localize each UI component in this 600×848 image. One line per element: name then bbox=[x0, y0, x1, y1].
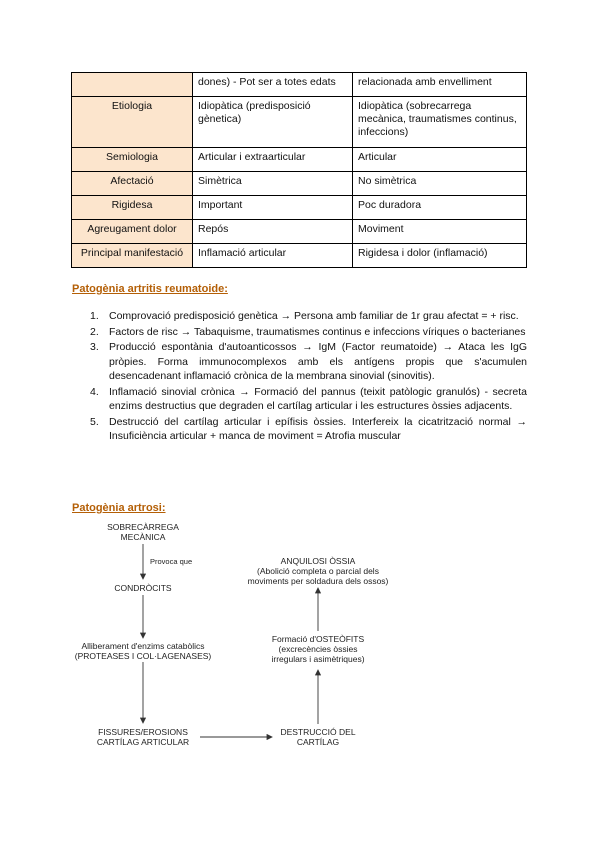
row-label: Agreugament dolor bbox=[72, 220, 193, 244]
node-destruccio bbox=[268, 727, 368, 747]
table-row bbox=[72, 97, 527, 148]
list-number: 4. bbox=[90, 385, 99, 398]
node-line: MECÀNICA bbox=[120, 532, 166, 542]
row-label: Semiologia bbox=[72, 148, 193, 172]
cell-artritis: Articular i extraarticular bbox=[193, 148, 353, 172]
node-line: (PROTEASES I COL·LAGENASES) bbox=[74, 651, 212, 661]
list-item bbox=[72, 340, 527, 384]
cell-artrosi: Articular bbox=[353, 148, 527, 172]
row-label: Principal manifestació bbox=[72, 244, 193, 268]
node-line: (Abolició completa o parcial dels bbox=[257, 566, 379, 576]
node-fissures bbox=[83, 727, 203, 747]
list-text: Destrucció del cartílag articular i epífisis òssies. Interfereix la cicatrització normal → Insuficiència articular + manca de moviment = Atrofia muscular bbox=[109, 415, 527, 442]
node-line: FISSURES/EROSIONS bbox=[98, 727, 188, 737]
table-row bbox=[72, 172, 527, 196]
cell-artrosi: Poc duradora bbox=[353, 196, 527, 220]
node-osteofits bbox=[253, 634, 383, 664]
list-item bbox=[72, 385, 527, 414]
node-line: ANQUILOSI ÒSSIA bbox=[280, 556, 356, 566]
list-number: 1. bbox=[90, 310, 99, 322]
table-row bbox=[72, 196, 527, 220]
cell-artrosi: Idiopàtica (sobrecarrega mecànica, traumatismes continus, infeccions) bbox=[353, 97, 527, 148]
node-anquilosi bbox=[238, 556, 398, 586]
row-label bbox=[72, 73, 193, 97]
comparison-table bbox=[71, 72, 527, 268]
label-provoca: Provoca que bbox=[150, 557, 193, 566]
section-heading-artritis: Patogènia artritis reumatoide: bbox=[72, 283, 228, 295]
list-item bbox=[72, 309, 527, 324]
cell-artritis: Simètrica bbox=[193, 172, 353, 196]
cell-artrosi: No simètrica bbox=[353, 172, 527, 196]
node-line: (excrecències òssies bbox=[278, 644, 358, 654]
cell-artritis: Inflamació articular bbox=[193, 244, 353, 268]
cell-artrosi: relacionada amb envelliment bbox=[353, 73, 527, 97]
section-heading-artrosi: Patogènia artrosi: bbox=[72, 502, 166, 514]
list-text: Factors de risc → Tabaquisme, traumatismes continus e infeccions víriques o bacterianes bbox=[109, 325, 526, 338]
list-item bbox=[72, 415, 527, 444]
node-line: Alliberament d'enzims catabòlics bbox=[81, 641, 205, 651]
list-number: 2. bbox=[90, 325, 99, 338]
row-label: Etiologia bbox=[72, 97, 193, 148]
cell-artrosi: Moviment bbox=[353, 220, 527, 244]
cell-artritis: Repós bbox=[193, 220, 353, 244]
list-text: Comprovació predisposició genètica → Persona amb familiar de 1r grau afectat = + risc. bbox=[109, 310, 519, 322]
cell-artrosi: Rigidesa i dolor (inflamació) bbox=[353, 244, 527, 268]
list-text: Producció espontània d'autoanticossos → IgM (Factor reumatoide) → Ataca les IgG pròpies. Forma immunocomplexos amb els antígens propis que s'acumulen desencadenant inflamació crònica de la membrana sinovial (sinovitis). bbox=[109, 341, 527, 382]
row-label: Rigidesa bbox=[72, 196, 193, 220]
table-row bbox=[72, 220, 527, 244]
list-text: Inflamació sinovial crònica → Formació del pannus (teixit patòlogic granulós) - secreta enzims destructius que degraden el cartílag articular i les estructures òssies adjacents. bbox=[109, 385, 527, 412]
table-row bbox=[72, 244, 527, 268]
node-line: CARTÍLAG bbox=[296, 737, 340, 747]
diagram-arrows bbox=[0, 510, 600, 750]
node-alliberament bbox=[73, 641, 213, 661]
list-number: 5. bbox=[90, 415, 99, 428]
list-item bbox=[72, 325, 527, 340]
node-condrocits: CONDRÒCITS bbox=[114, 583, 172, 593]
cell-artritis: Important bbox=[193, 196, 353, 220]
pathogenesis-list bbox=[72, 309, 527, 445]
node-line: irregulars i asimètriques) bbox=[271, 654, 365, 664]
table-row bbox=[72, 148, 527, 172]
cell-artritis: Idiopàtica (predisposició gènetica) bbox=[193, 97, 353, 148]
node-line: moviments per soldadura dels ossos) bbox=[247, 576, 389, 586]
node-sobrecarrega bbox=[93, 522, 193, 542]
row-label: Afectació bbox=[72, 172, 193, 196]
node-line: Formació d'OSTEÒFITS bbox=[271, 634, 365, 644]
node-line: CARTÍLAG ARTICULAR bbox=[96, 737, 190, 747]
list-number: 3. bbox=[90, 341, 99, 353]
node-line: DESTRUCCIÓ DEL bbox=[280, 727, 356, 737]
node-line: SOBRECÀRREGA bbox=[107, 522, 179, 532]
table-row bbox=[72, 73, 527, 97]
cell-artritis: dones) - Pot ser a totes edats bbox=[193, 73, 353, 97]
artrosi-flow-diagram bbox=[0, 510, 600, 750]
